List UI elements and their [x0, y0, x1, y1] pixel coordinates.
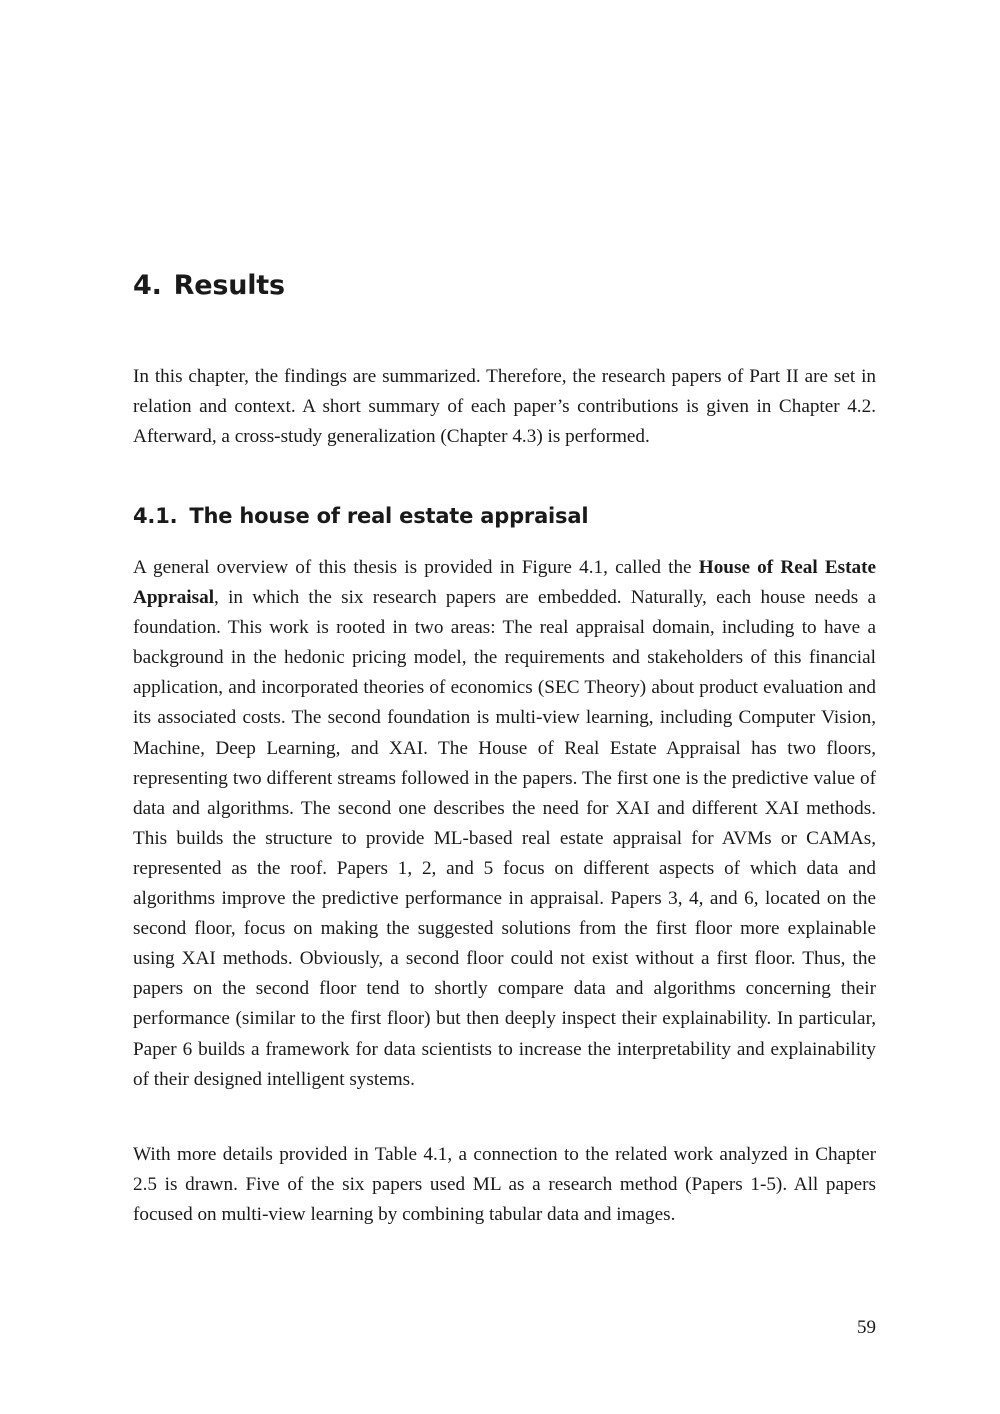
- section-paragraph-text-start: A general overview of this thesis is provided in Figure 4.1, called the: [133, 557, 699, 578]
- chapter-title: Results: [173, 270, 285, 301]
- closing-paragraph: With more details provided in Table 4.1, a connection to the related work analyzed in Chapter 2.5 is drawn. Five of the six papers used ML as a research method (Papers 1-5). All papers focused on multi-view learning by combining tabular data and images.: [133, 1144, 876, 1226]
- page-number: 59: [857, 1317, 876, 1338]
- section-number: 4.1.: [133, 504, 178, 528]
- section-heading: [133, 500, 588, 532]
- house-of-real-estate-appraisal-term: House of Real Estate Appraisal: [133, 557, 877, 609]
- intro-paragraph: In this chapter, the findings are summarized. Therefore, the research papers of Part II are set in relation and context. A short summary of each paper’s contributions is given in Chapter 4.2. Afterward, a cross-study generalization (Chapter 4.3) is performed.: [133, 366, 876, 448]
- chapter-heading: [133, 266, 285, 306]
- section-title: The house of real estate appraisal: [189, 504, 589, 528]
- chapter-number: 4.: [133, 270, 162, 301]
- section-paragraph-text-rest: , in which the six research papers are embedded. Naturally, each house needs a foundation. This work is rooted in two areas: The real appraisal domain, including to have a background in the hedonic pricing model, the requirements and stakeholders of this financial application, and incorporated theories of economics (SEC Theory) about product evaluation and its associated costs. The second foundation is multi-view learning, including Computer Vision, Machine, Deep Learning, and XAI. The House of Real Estate Appraisal has two floors, representing two different streams followed in the papers. The first one is the predictive value of data and algorithms. The second one describes the need for XAI and different XAI methods. This builds the structure to provide ML-based real estate appraisal for AVMs or CAMAs, represented as the roof. Papers 1, 2, and 5 focus on different aspects of which data and algorithms improve the predictive performance in appraisal. Papers 3, 4, and 6, located on the second floor, focus on making the suggested solutions from the first floor more explainable using XAI methods. Obviously, a second floor could not exist without a first floor. Thus, the papers on the second floor tend to shortly compare data and algorithms concerning their performance (similar to the first floor) but then deeply inspect their explainability. In particular, Paper 6 builds a framework for data scientists to increase the interpretability and explainability of their designed intelligent systems.: [133, 587, 876, 1090]
- section-paragraph: [133, 553, 876, 1095]
